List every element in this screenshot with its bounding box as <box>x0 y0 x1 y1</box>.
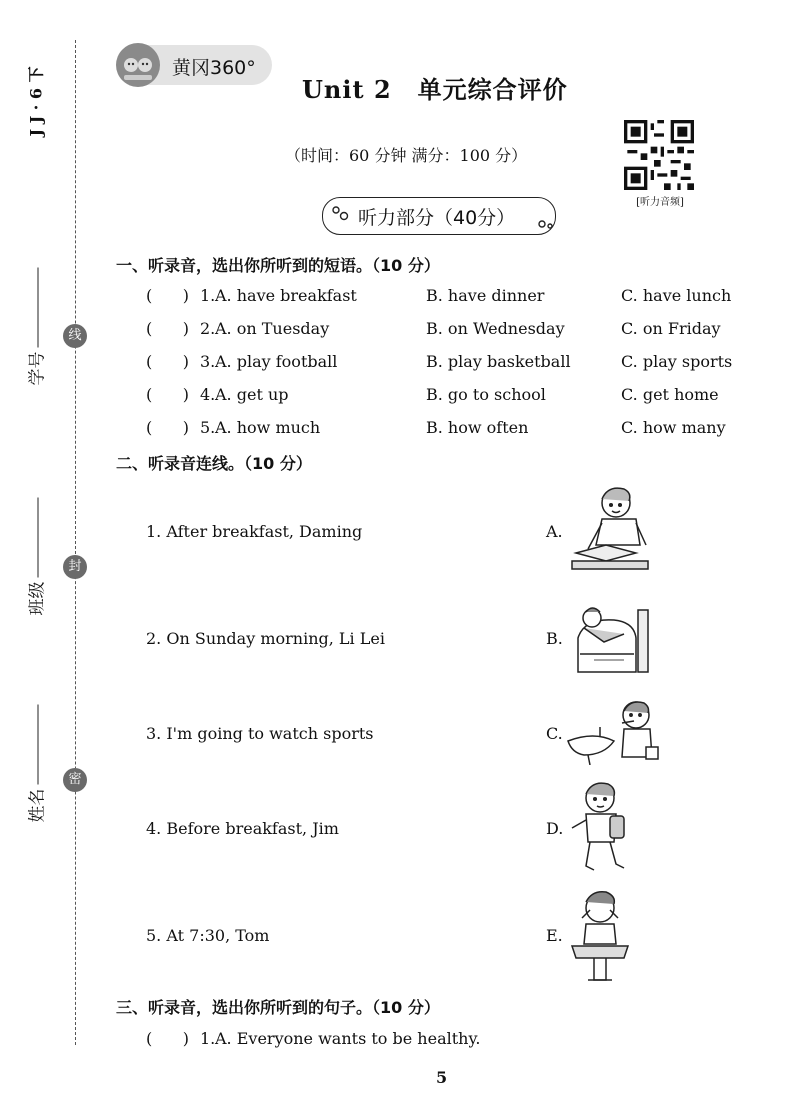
class-label: 班级 <box>27 581 48 616</box>
option-b: B. go to school <box>426 385 546 404</box>
answer-blank[interactable]: ( ) <box>146 1029 189 1048</box>
answer-blank[interactable]: ( ) <box>146 286 189 305</box>
match-item-3[interactable]: 3. I'm going to watch sports <box>146 724 374 743</box>
title-text: 单元综合评价 <box>417 75 568 104</box>
qr-caption: [听力音频] <box>636 197 684 208</box>
option-a: A. have breakfast <box>215 286 357 305</box>
logo-mascot-icon <box>116 43 160 87</box>
page-title <box>302 70 568 105</box>
page-number: 5 <box>436 1068 448 1087</box>
option-a: A. how much <box>215 418 321 437</box>
option-a: A. get up <box>215 385 289 404</box>
seal-seal: 封 <box>63 555 87 579</box>
grade-code: J J · 6 下 <box>26 66 46 137</box>
student-id-field[interactable] <box>23 236 48 386</box>
option-c: C. how many <box>621 418 726 437</box>
banner-dots-icon <box>330 206 356 226</box>
question-number: 4. <box>200 385 216 404</box>
option-a: A. on Tuesday <box>215 319 330 338</box>
binding-dashed-line <box>75 40 76 1045</box>
option-a: A. Everyone wants to be healthy. <box>215 1029 481 1048</box>
class-field[interactable] <box>23 466 48 616</box>
option-b: B. how often <box>426 418 529 437</box>
student-id-label: 学号 <box>27 351 48 386</box>
option-c: C. have lunch <box>621 286 732 305</box>
answer-blank[interactable]: ( ) <box>146 418 189 437</box>
answer-blank[interactable]: ( ) <box>146 352 189 371</box>
seal-secret: 密 <box>63 768 87 792</box>
question-number: 2. <box>200 319 216 338</box>
qr-code-icon[interactable] <box>624 120 694 190</box>
match-item-5[interactable]: 5. At 7:30, Tom <box>146 926 270 945</box>
part2-heading: 二、听录音连线。（10 分） <box>116 454 312 473</box>
answer-blank[interactable]: ( ) <box>146 319 189 338</box>
match-item-4[interactable]: 4. Before breakfast, Jim <box>146 819 339 838</box>
banner-dots-icon-right <box>536 214 560 234</box>
unit-label: Unit 2 <box>302 75 392 104</box>
student-id-blank[interactable] <box>37 268 39 348</box>
listening-section-title: 听力部分（40分） <box>358 207 516 229</box>
time-info: （时间：60 分钟 满分：100 分） <box>285 146 528 165</box>
option-c: C. get home <box>621 385 719 404</box>
name-blank[interactable] <box>37 705 39 785</box>
logo-text: 黄冈360° <box>172 57 256 79</box>
boy-going-to-school-picture[interactable] <box>566 780 636 878</box>
question-number: 5. <box>200 418 216 437</box>
match-letter-e[interactable]: E. <box>546 926 563 945</box>
option-b: B. on Wednesday <box>426 319 565 338</box>
answer-blank[interactable]: ( ) <box>146 385 189 404</box>
question-number: 1. <box>200 286 216 305</box>
part3-heading: 三、听录音，选出你所听到的句子。（10 分） <box>116 998 440 1017</box>
boy-reading-picture[interactable] <box>566 483 654 580</box>
match-letter-a[interactable]: A. <box>546 522 563 541</box>
class-blank[interactable] <box>37 498 39 578</box>
name-field[interactable] <box>23 673 48 823</box>
question-number: 3. <box>200 352 216 371</box>
seal-line: 线 <box>63 324 87 348</box>
match-letter-c[interactable]: C. <box>546 724 563 743</box>
match-letter-b[interactable]: B. <box>546 629 563 648</box>
option-b: B. have dinner <box>426 286 545 305</box>
match-letter-d[interactable]: D. <box>546 819 564 838</box>
option-c: C. play sports <box>621 352 733 371</box>
match-item-1[interactable]: 1. After breakfast, Daming <box>146 522 363 541</box>
option-a: A. play football <box>215 352 338 371</box>
boy-brushing-teeth-picture[interactable] <box>564 697 662 765</box>
part1-heading: 一、听录音，选出你所听到的短语。（10 分） <box>116 256 440 275</box>
name-label: 姓名 <box>27 788 48 823</box>
match-item-2[interactable]: 2. On Sunday morning, Li Lei <box>146 629 385 648</box>
boy-sleeping-picture[interactable] <box>574 598 652 676</box>
boy-washing-face-picture[interactable] <box>566 888 634 986</box>
option-c: C. on Friday <box>621 319 721 338</box>
option-b: B. play basketball <box>426 352 571 371</box>
question-number: 1. <box>200 1029 216 1048</box>
